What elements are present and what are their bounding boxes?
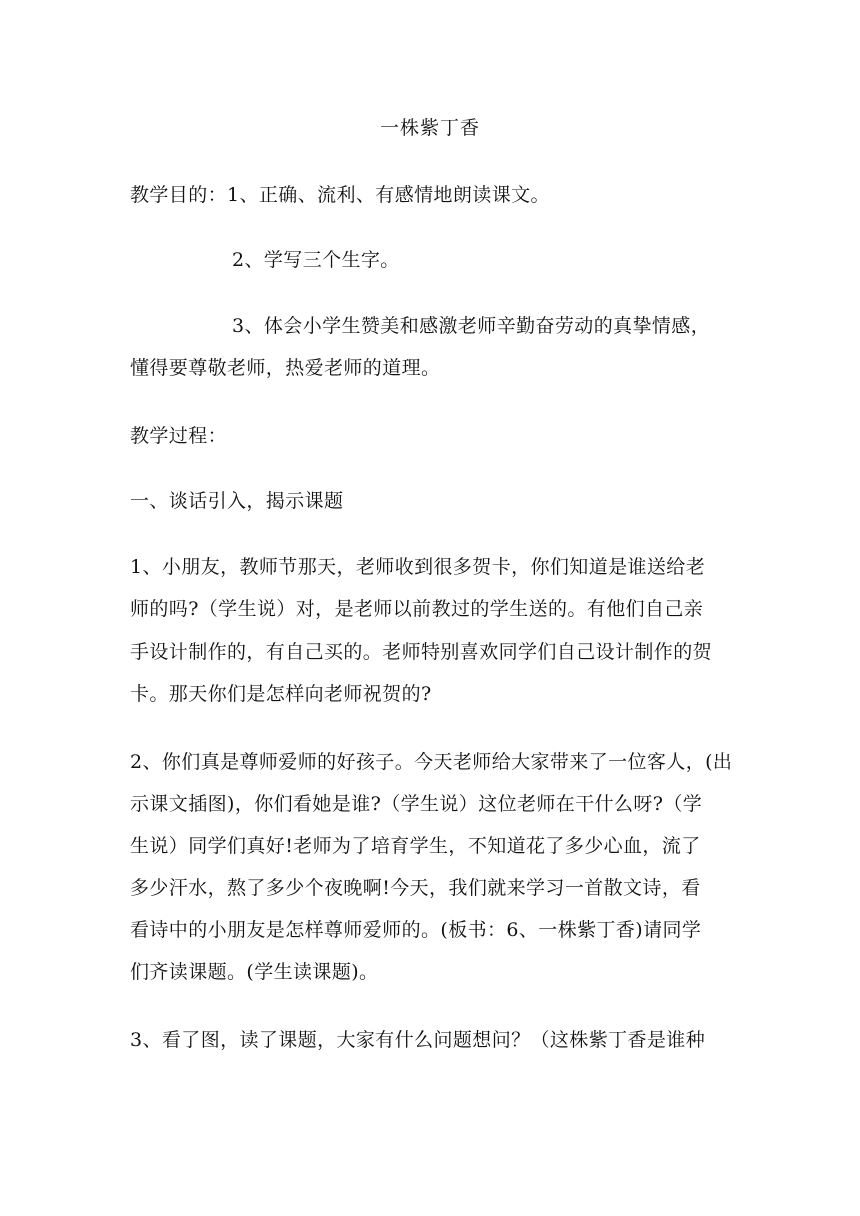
process-heading: 教学过程： xyxy=(130,425,228,447)
paragraph-2-line: 们齐读课题。(学生读课题)。 xyxy=(130,961,379,983)
paragraph-1-line: 手设计制作的，有自己买的。老师特别喜欢同学们自己设计制作的贺 xyxy=(130,641,713,663)
paragraph-2-line: 看诗中的小朋友是怎样尊师爱师的。(板书：6、一株紫丁香)请同学 xyxy=(130,919,702,941)
objectives-item-2: 2、学写三个生字。 xyxy=(232,249,400,271)
objectives-item-3-line-1: 3、体会小学生赞美和感激老师辛勤奋劳动的真挚情感， xyxy=(232,315,711,337)
paragraph-1-line: 卡。那天你们是怎样向老师祝贺的? xyxy=(130,683,432,705)
objectives-item-3-line-2: 懂得要尊敬老师，热爱老师的道理。 xyxy=(130,357,441,379)
objectives-line-1: 教学目的：1、正确、流利、有感情地朗读课文。 xyxy=(130,184,550,206)
paragraph-1-line: 师的吗?（学生说）对，是老师以前教过的学生送的。有他们自己亲 xyxy=(130,598,704,620)
document-title: 一株紫丁香 xyxy=(379,117,480,139)
paragraph-2-line: 示课文插图)，你们看她是谁?（学生说）这位老师在干什么呀?（学 xyxy=(130,793,703,815)
paragraph-3-line: 3、看了图，读了课题，大家有什么问题想问？（这株紫丁香是谁种 xyxy=(130,1029,706,1051)
paragraph-1-line: 1、小朋友，教师节那天，老师收到很多贺卡，你们知道是谁送给老 xyxy=(130,556,706,578)
paragraph-2-line: 2、你们真是尊师爱师的好孩子。今天老师给大家带来了一位客人，(出 xyxy=(130,751,733,773)
paragraph-2-line: 生说）同学们真好!老师为了培育学生，不知道花了多少心血，流了 xyxy=(130,835,701,857)
section-1-heading: 一、谈话引入，揭示课题 xyxy=(130,490,344,512)
paragraph-2-line: 多少汗水，熬了多少个夜晚啊!今天，我们就来学习一首散文诗，看 xyxy=(130,877,701,899)
